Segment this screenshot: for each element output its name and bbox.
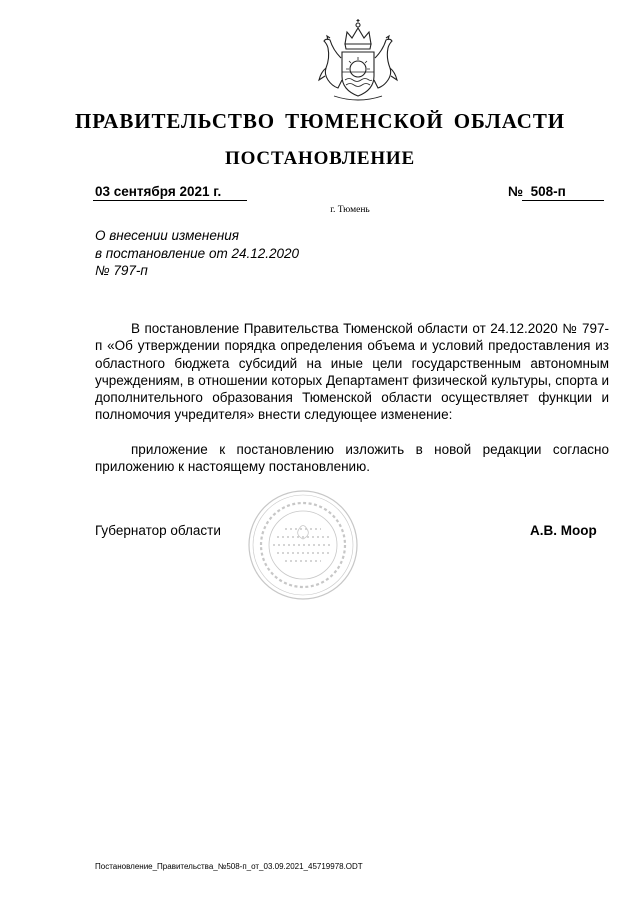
government-name-heading: ПРАВИТЕЛЬСТВО ТЮМЕНСКОЙ ОБЛАСТИ xyxy=(75,109,565,133)
body-paragraph: В постановление Правительства Тюменской области от 24.12.2020 № 797-п «Об утверждении порядка определения объема и условий предоставления из областного бюджета субсидий на иные цели государственным автономным учреждениям, в отношении которых Департамент физической культуры, спорта и дополнительного образования Тюменской области осуществляет функции и полномочия учредителя» внести следующее изменение: xyxy=(95,321,609,423)
date-underline xyxy=(93,200,247,201)
document-place: г. Тюмень xyxy=(330,205,370,215)
subject-line: № 797-п xyxy=(95,263,148,278)
coat-of-arms-emblem xyxy=(312,14,404,106)
number-underline xyxy=(522,200,604,201)
official-seal-stamp xyxy=(247,489,359,601)
number-prefix: № xyxy=(508,184,524,199)
document-subject xyxy=(95,227,299,280)
number-value: 508-п xyxy=(530,184,566,199)
subject-line: в постановление от 24.12.2020 xyxy=(95,245,300,261)
subject-line: О внесении изменения xyxy=(95,228,240,243)
document-number xyxy=(508,184,566,199)
body-paragraph: приложение к постановлению изложить в новой редакции согласно приложению к настоящему постановлению. xyxy=(95,442,609,475)
document-type-heading: ПОСТАНОВЛЕНИЕ xyxy=(225,148,415,169)
footer-filename: Постановление_Правительства_№508-п_от_03.09.2021_45719978.ODT xyxy=(95,862,363,871)
document-date: 03 сентября 2021 г. xyxy=(95,184,222,199)
signer-position: Губернатор области xyxy=(95,523,221,538)
signer-name: А.В. Моор xyxy=(530,523,597,538)
